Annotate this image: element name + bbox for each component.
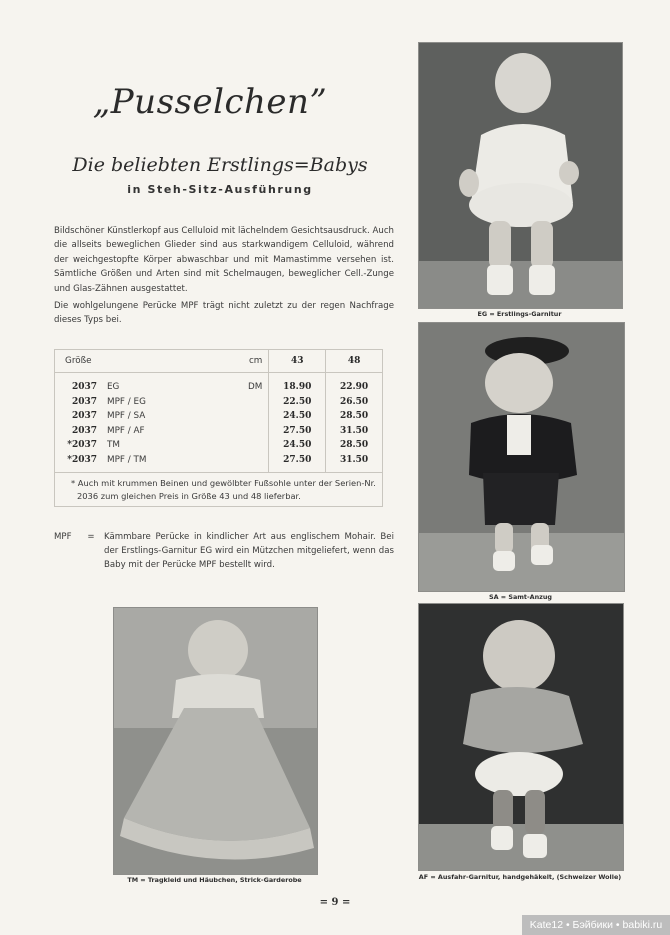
- size-column-43: 43: [268, 350, 325, 372]
- price-48: 28.50: [339, 440, 369, 450]
- price-43: 18.90: [283, 382, 312, 392]
- model-name: EG: [107, 382, 120, 392]
- table-row: [55, 409, 268, 424]
- table-row: [55, 453, 268, 468]
- page-subtitle: Die beliebten Erstlings=Babys: [72, 154, 368, 176]
- price-table-body: [55, 373, 382, 472]
- price-43: 24.50: [283, 440, 312, 450]
- doll-tm-image: [114, 608, 317, 874]
- table-row: [55, 438, 268, 453]
- price-43: 24.50: [283, 411, 312, 421]
- model-name: MPF / TM: [107, 454, 147, 465]
- price-48: 31.50: [339, 425, 369, 436]
- photo-eg: [418, 42, 623, 309]
- price-43: 27.50: [283, 454, 312, 465]
- size-column-48: 48: [325, 350, 382, 372]
- photo-sa: [418, 322, 625, 592]
- model-name: TM: [107, 440, 120, 450]
- unit-label: cm: [248, 356, 263, 366]
- caption-eg: EG = Erstlings-Garnitur: [477, 310, 562, 318]
- doll-eg-image: [419, 43, 622, 308]
- model-code: 2037: [71, 382, 97, 392]
- photo-af: [418, 603, 624, 871]
- mpf-separator: =: [87, 532, 95, 542]
- caption-tm: TM = Tragkleid und Häubchen, Strick-Garderobe: [127, 876, 302, 884]
- table-row: [55, 424, 268, 439]
- table-row: [55, 395, 268, 410]
- watermark: Kate12 • Бэйбики • babiki.ru: [522, 915, 670, 935]
- mpf-note: [54, 530, 394, 572]
- description-paragraph-1: Bildschöner Künstlerkopf aus Celluloid mit lächelndem Gesichtsausdruck. Auch die allseits beweglichen Glieder sind aus starkwandigem Celluloid, während der weichgestopfte Körper abwaschbar und mit Mamastimme versehen ist. Sämtliche Größen und Arten sind mit Schelmaugen, beweglicher Cell.-Zunge und Glas-Zähnen ausgestattet.: [54, 226, 394, 294]
- currency-label: DM: [247, 382, 263, 392]
- page-title: „Pusselchen”: [92, 82, 328, 122]
- caption-sa: SA = Samt-Anzug: [489, 593, 552, 601]
- model-name: MPF / SA: [107, 411, 146, 421]
- price-43: 22.50: [283, 396, 312, 407]
- description-paragraph-2: Die wohlgelungene Perücke MPF trägt nicht zuletzt zu der regen Nachfrage dieses Typs bei.: [54, 301, 394, 326]
- price-43: 27.50: [283, 425, 312, 436]
- model-name: MPF / AF: [107, 425, 145, 436]
- model-code: *2037: [67, 440, 97, 450]
- price-48: 26.50: [339, 396, 369, 407]
- photo-tm: [113, 607, 318, 875]
- mpf-text: Kämmbare Perücke in kindlicher Art aus englischem Mohair. Bei der Erstlings-Garnitur EG wird ein Mützchen mitgeliefert, wenn das Baby mit der Perücke MPF bestellt wird.: [104, 532, 394, 570]
- size-header-cell: [55, 350, 268, 372]
- price-48: 28.50: [339, 411, 369, 421]
- page-tagline: in Steh-Sitz-Ausführung: [127, 183, 313, 196]
- model-code: *2037: [67, 454, 97, 465]
- model-name: MPF / EG: [107, 396, 146, 407]
- doll-sa-image: [419, 323, 624, 591]
- page-number: = 9 =: [319, 897, 351, 908]
- table-footnote: * Auch mit krummen Beinen und gewölbter Fußsohle unter der Serien-Nr. 2036 zum gleichen Preis in Größe 43 und 48 lieferbar.: [55, 472, 382, 506]
- price-48: 31.50: [339, 454, 369, 465]
- mpf-key: MPF: [54, 532, 72, 542]
- model-code: 2037: [71, 396, 97, 407]
- price-table: [54, 349, 383, 507]
- doll-af-image: [419, 604, 623, 870]
- price-48: 22.90: [339, 382, 369, 392]
- size-label: Größe: [65, 356, 92, 366]
- price-table-header: [55, 350, 382, 373]
- model-code: 2037: [71, 425, 97, 436]
- model-code: 2037: [71, 411, 97, 421]
- table-row: [55, 380, 268, 395]
- caption-af: AF = Ausfahr-Garnitur, handgehäkelt, (Schweizer Wolle): [418, 873, 622, 881]
